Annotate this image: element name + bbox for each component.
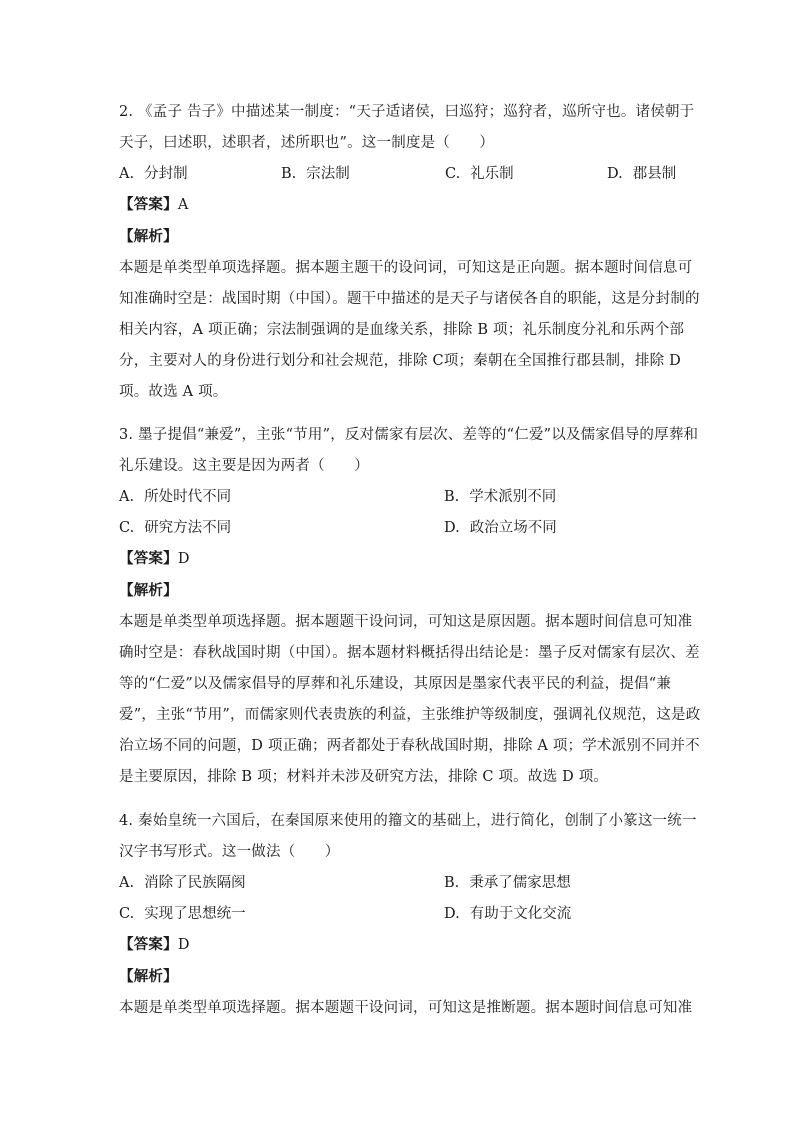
q3-stem-line-1: 3. 墨子提倡“兼爱”，主张“节用”，反对儒家有层次、差等的“仁爱”以及儒家倡导的厚葬和	[119, 427, 699, 443]
q3-option-d: D. 政治立场不同	[444, 520, 557, 536]
q2-option-c: C. 礼乐制	[445, 166, 514, 182]
q4-stem-line-1: 4. 秦始皇统一六国后，在秦国原来使用的籀文的基础上，进行简化，创制了小篆这一统一	[119, 813, 697, 829]
q2-analysis-line-3: 相关内容，A 项正确；宗法制强调的是血缘关系，排除 B 项；礼乐制度分礼和乐两个部	[119, 322, 685, 338]
q2-option-b: B. 宗法制	[281, 166, 350, 182]
q4-option-d: D. 有助于文化交流	[444, 906, 572, 922]
q2-analysis-label: 【解析】	[119, 228, 178, 245]
q2-stem-line-2: 天子，曰述职，述职者，述所职也”。这一制度是（ ）	[119, 135, 495, 151]
q3-stem-line-2: 礼乐建设。这主要是因为两者（ ）	[119, 458, 369, 474]
q3-analysis-line-3: 等的“仁爱”以及儒家倡导的厚葬和礼乐建设，其原因是墨家代表平民的利益，提倡“兼	[119, 676, 672, 692]
q3-analysis-line-5: 治立场不同的问题，D 项正确；两者都处于春秋战国时期，排除 A 项；学术派别不同并不	[119, 738, 700, 754]
q3-option-c: C. 研究方法不同	[119, 520, 232, 536]
q3-option-a: A. 所处时代不同	[119, 489, 232, 505]
q3-analysis-line-4: 爱”，主张“节用”，而儒家则代表贵族的利益，主张维护等级制度，强调礼仪规范，这是政	[119, 707, 701, 723]
q3-analysis-label: 【解析】	[119, 582, 178, 599]
q2-option-d: D. 郡县制	[607, 166, 677, 182]
q3-analysis-line-2: 确时空是：春秋战国时期（中国）。据本题材料概括得出结论是：墨子反对儒家有层次、差	[119, 645, 700, 661]
q3-answer: 【答案】D	[119, 550, 190, 567]
q2-stem-line-1: 2. 《孟子 告子》中描述某一制度：“天子适诸侯，曰巡狩；巡狩者，巡所守也。诸侯朝于	[119, 104, 695, 120]
q2-option-a: A. 分封制	[119, 166, 188, 182]
q3-analysis-line-1: 本题是单类型单项选择题。据本题题干设问词，可知这是原因题。据本题时间信息可知准	[119, 614, 693, 630]
q4-analysis-line-1: 本题是单类型单项选择题。据本题题干设问词，可知这是推断题。据本题时间信息可知准	[119, 1000, 693, 1016]
q4-option-a: A. 消除了民族隔阂	[119, 875, 246, 891]
q2-analysis-line-2: 知准确时空是：战国时期（中国）。题干中描述的是天子与诸侯各自的职能，这是分封制的	[119, 291, 700, 307]
q4-stem-line-2: 汉字书写形式。这一做法（ ）	[119, 844, 340, 860]
q3-option-b: B. 学术派别不同	[444, 489, 557, 505]
q4-option-b: B. 秉承了儒家思想	[444, 875, 571, 891]
q3-analysis-line-6: 是主要原因，排除 B 项；材料并未涉及研究方法，排除 C 项。故选 D 项。	[119, 769, 609, 785]
q4-analysis-label: 【解析】	[119, 968, 178, 985]
q2-answer: 【答案】A	[119, 196, 189, 213]
q2-analysis-line-1: 本题是单类型单项选择题。据本题主题干的设问词，可知这是正向题。据本题时间信息可	[119, 260, 693, 276]
q2-analysis-line-4: 分，主要对人的身份进行划分和社会规范，排除 C项；秦朝在全国推行郡县制，排除 D	[119, 353, 681, 369]
q4-option-c: C. 实现了思想统一	[119, 906, 246, 922]
document-page	[119, 0, 701, 1123]
q4-answer: 【答案】D	[119, 936, 190, 953]
q2-analysis-line-5: 项。故选 A 项。	[119, 384, 228, 400]
